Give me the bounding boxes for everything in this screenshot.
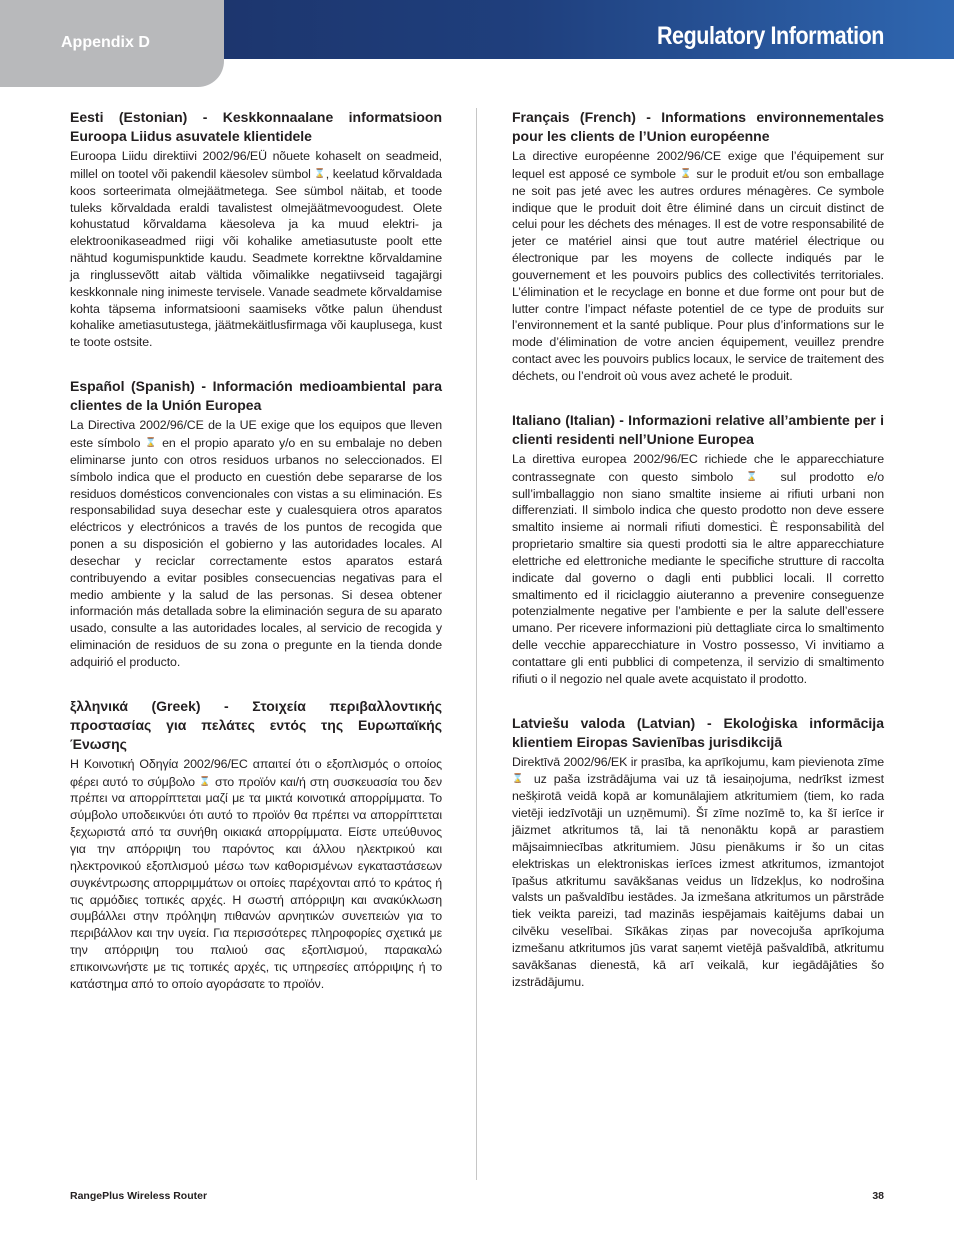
section-latvian <box>512 714 884 991</box>
appendix-tab <box>0 0 224 87</box>
weee-bin-icon: ⌛ <box>199 775 211 786</box>
section-french <box>512 108 884 385</box>
section-heading: Eesti (Estonian) - Keskkonnaalane informatsioon Euroopa Liidus asuvatele klientidele <box>70 109 442 144</box>
section-greek <box>70 697 442 993</box>
section-body: La Directiva 2002/96/CE de la UE exige que los equipos que lleven este símbolo ⌛ en el propio aparato y/o en su embalaje no deben eliminarse junto con otros residuos urbanos no seleccionados. El símbolo indica que el producto en cuestión debe separarse de los residuos domésticos convencionales con vistas a su eliminación. Es responsabilidad suya desechar este y cualesquiera otros aparatos eléctricos y electrónicos a través de los puntos de recogida que ponen a su disposición el gobierno y las autoridades locales. Al desechar y reciclar correctamente estos aparatos estará contribuyendo a evitar posibles consecuencias negativas para el medio ambiente y la salud de las personas. Si desea obtener información más detallada sobre la eliminación segura de su aparato usado, consulte a las autoridades locales, al servicio de recogida y eliminación de residuos de su zona o pregunte en la tienda donde adquirió el producto. <box>70 418 443 669</box>
weee-bin-icon: ⌛ <box>145 436 158 447</box>
weee-bin-icon: ⌛ <box>314 167 326 178</box>
column-divider <box>476 108 477 1180</box>
weee-bin-icon: ⌛ <box>512 773 527 784</box>
section-body: Η Κοινοτική Οδηγία 2002/96/EC απαιτεί ότι ο εξοπλισμός ο οποίος φέρει αυτό το σύμβολο ⌛ στο προϊόν και/ή στη συσκευασία του δεν πρέπει να απορρίπτεται μαζί με τα μικτά κοινοτικά απορρίμματα. Το σύμβολο υποδεικνύει ότι αυτό το προϊόν θα πρέπει να απορρίπτεται ξεχωριστά από τα συνήθη οικιακά απορρίμματα. Είστε υπεύθυνος για την απόρριψη του παρόντος και άλλου ηλεκτρικού και ηλεκτρονικού εξοπλισμού μέσω των καθορισμένων εγκαταστάσεων συγκέντρωσης απορριμμάτων οι οποίες παρέχονται από το κράτος ή τις αρμόδιες τοπικές αρχές. Η σωστή απόρριψη και ανακύκλωση συμβάλλει στην πρόληψη πιθανών αρνητικών συνεπειών για το περιβάλλον και την υγεία. Για περισσότερες πληροφορίες σχετικά με την απόρριψη του παλιού σας εξοπλισμού, παρακαλώ επικοινωνήστε με τις τοπικές αρχές, τις υπηρεσίες απόρριψης ή το κατάστημα από το οποίο αγοράσατε το προϊόν. <box>70 756 442 991</box>
section-estonian <box>70 108 442 351</box>
footer-product-name: RangePlus Wireless Router <box>70 1190 208 1202</box>
right-column <box>512 108 884 1016</box>
section-body: Direktīvā 2002/96/EK ir prasība, ka aprīkojumu, kam pievienota zīme ⌛ uz paša izstrādājuma vai uz tā iesaiņojuma, nedrīkst izmest nešķirotā veidā kopā ar komunālajiem atkritumiem (tiem, ko rada vietēji iedzīvotāji un uzņēmumi). Šī zīme nozīmē to, ka šī ierīce ir jāizmet atkritumos tā, lai tā nenonāktu kopā ar parastiem mājsaimniecības atkritumiem. Jūsu pienākums ir šo un citas elektriskas un elektroniskas ierīces izmest atkritumos, izmantojot īpašus atkritumu savākšanas veidus un līdzekļus, ko nodrošina valsts un pašvaldību iestādes. Ja izmešana atkritumos un pārstrāde tiek veikta pareizi, tad mazinās iespējamais kaitējums dabai un cilvēku veselībai. Sīkākas ziņas par novecojuša aprīkojuma izmešanu atkritumos jūs varat saņemt vietējā pašvaldībā, atkritumu savākšanas dienestā, kā arī veikalā, kur iegādājāties šo izstrādājumu. <box>512 754 884 989</box>
weee-bin-icon: ⌛ <box>746 470 768 481</box>
section-italian <box>512 411 884 688</box>
section-heading: ξλληνικά (Greek) - Στοιχεία περιβαλλοντικής προστασίας για πελάτες εντός της Ευρωπαϊκής Ένωσης <box>70 697 442 752</box>
footer-page-number: 38 <box>872 1190 884 1202</box>
section-body: Euroopa Liidu direktiivi 2002/96/EÜ nõuete kohaselt on seadmeid, millel on tootel või pakendil käesolev sümbol ⌛, keelatud kõrvaldada koos sorteerimata olmejäätmetega. See sümbol näitab, et toode tuleks kõrvaldada eraldi tavalistest olmejäätmevoogudest. Olete kohustatud kõrvaldama käesoleva ja ka muud elektri- ja elektroonikaseadmed riigi või kohalike ametiasutuste poolt ette nähtud kogumispunktide kaudu. Seadmete korrektne kõrvaldamine ja ringlussevõtt aitab vältida võimalikke negatiivseid tagajärgi keskkonnale ning inimeste tervisele. Vanade seadmete kõrvaldamise kohta täpsema informatsiooni saamiseks võtke palun ühendust kohalike ametiasutustega, jäätmekäitlusfirmaga või kauplusega, kust te toote ostsite. <box>70 149 442 350</box>
appendix-label: Appendix D <box>61 34 150 51</box>
section-body: La direttiva europea 2002/96/EC richiede che le apparecchiature contrassegnate con questo simbolo ⌛ sul prodotto e/o sull’imballaggio non siano smaltite insieme ai rifiuti urbani non differenziati. Il simbolo indica che questo prodotto non deve essere smaltito insieme ai normali rifiuti domestici. È responsabilità del proprietario smaltire sia questi prodotti sia le altre apparecchiature elettriche ed elettroniche mediante le specifiche strutture di raccolta indicate dal governo o dagli enti pubblici locali. Il corretto smaltimento ed il riciclaggio aiuteranno a prevenire conseguenze potenzialmente negative per l’ambiente e per la salute dell’essere umano. Per ricevere informazioni più dettagliate circa lo smaltimento delle vecchie apparecchiature in Vostro possesso, Vi invitiamo a contattare gli enti pubblici di competenza, il servizio di smaltimento rifiuti o il negozio nel quale avete acquistato il prodotto. <box>512 451 884 686</box>
section-heading: Latviešu valoda (Latvian) - Ekoloģiska informācija klientiem Eiropas Savienības jurisdikcijā <box>512 714 884 750</box>
section-spanish <box>70 377 442 671</box>
section-heading: Italiano (Italian) - Informazioni relative all’ambiente per i clienti residenti nell’Unione Europea <box>512 411 884 447</box>
weee-bin-icon: ⌛ <box>680 167 693 178</box>
section-heading: Français (French) - Informations environnementales pour les clients de l’Union européenne <box>512 109 884 144</box>
section-body: La directive européenne 2002/96/CE exige que l’équipement sur lequel est apposé ce symbole ⌛ sur le produit et/ou son emballage ne soit pas jeté avec les autres ordures ménagères. Ce symbole indique que le produit doit être éliminé dans un circuit distinct de celui pour les déchets des ménages. Il est de votre responsabilité de jeter ce matériel ainsi que tout autre matériel électrique ou électronique par les moyens de collecte indiqués par le gouvernement et les pouvoirs publics des collectivités territoriales. L’élimination et le recyclage en bonne et due forme ont pour but de lutter contre l’impact néfaste potentiel de ce type de produits sur l’environnement et la santé publique. Pour plus d’informations sur le mode d’élimination de votre ancien équipement, veuillez prendre contact avec les pouvoirs publics locaux, le service de traitement des déchets, ou l’endroit où vous avez acheté le produit. <box>512 149 884 383</box>
left-column <box>70 108 442 1019</box>
page-title: Regulatory Information <box>656 22 884 50</box>
section-heading: Español (Spanish) - Información medioambiental para clientes de la Unión Europea <box>70 378 442 414</box>
